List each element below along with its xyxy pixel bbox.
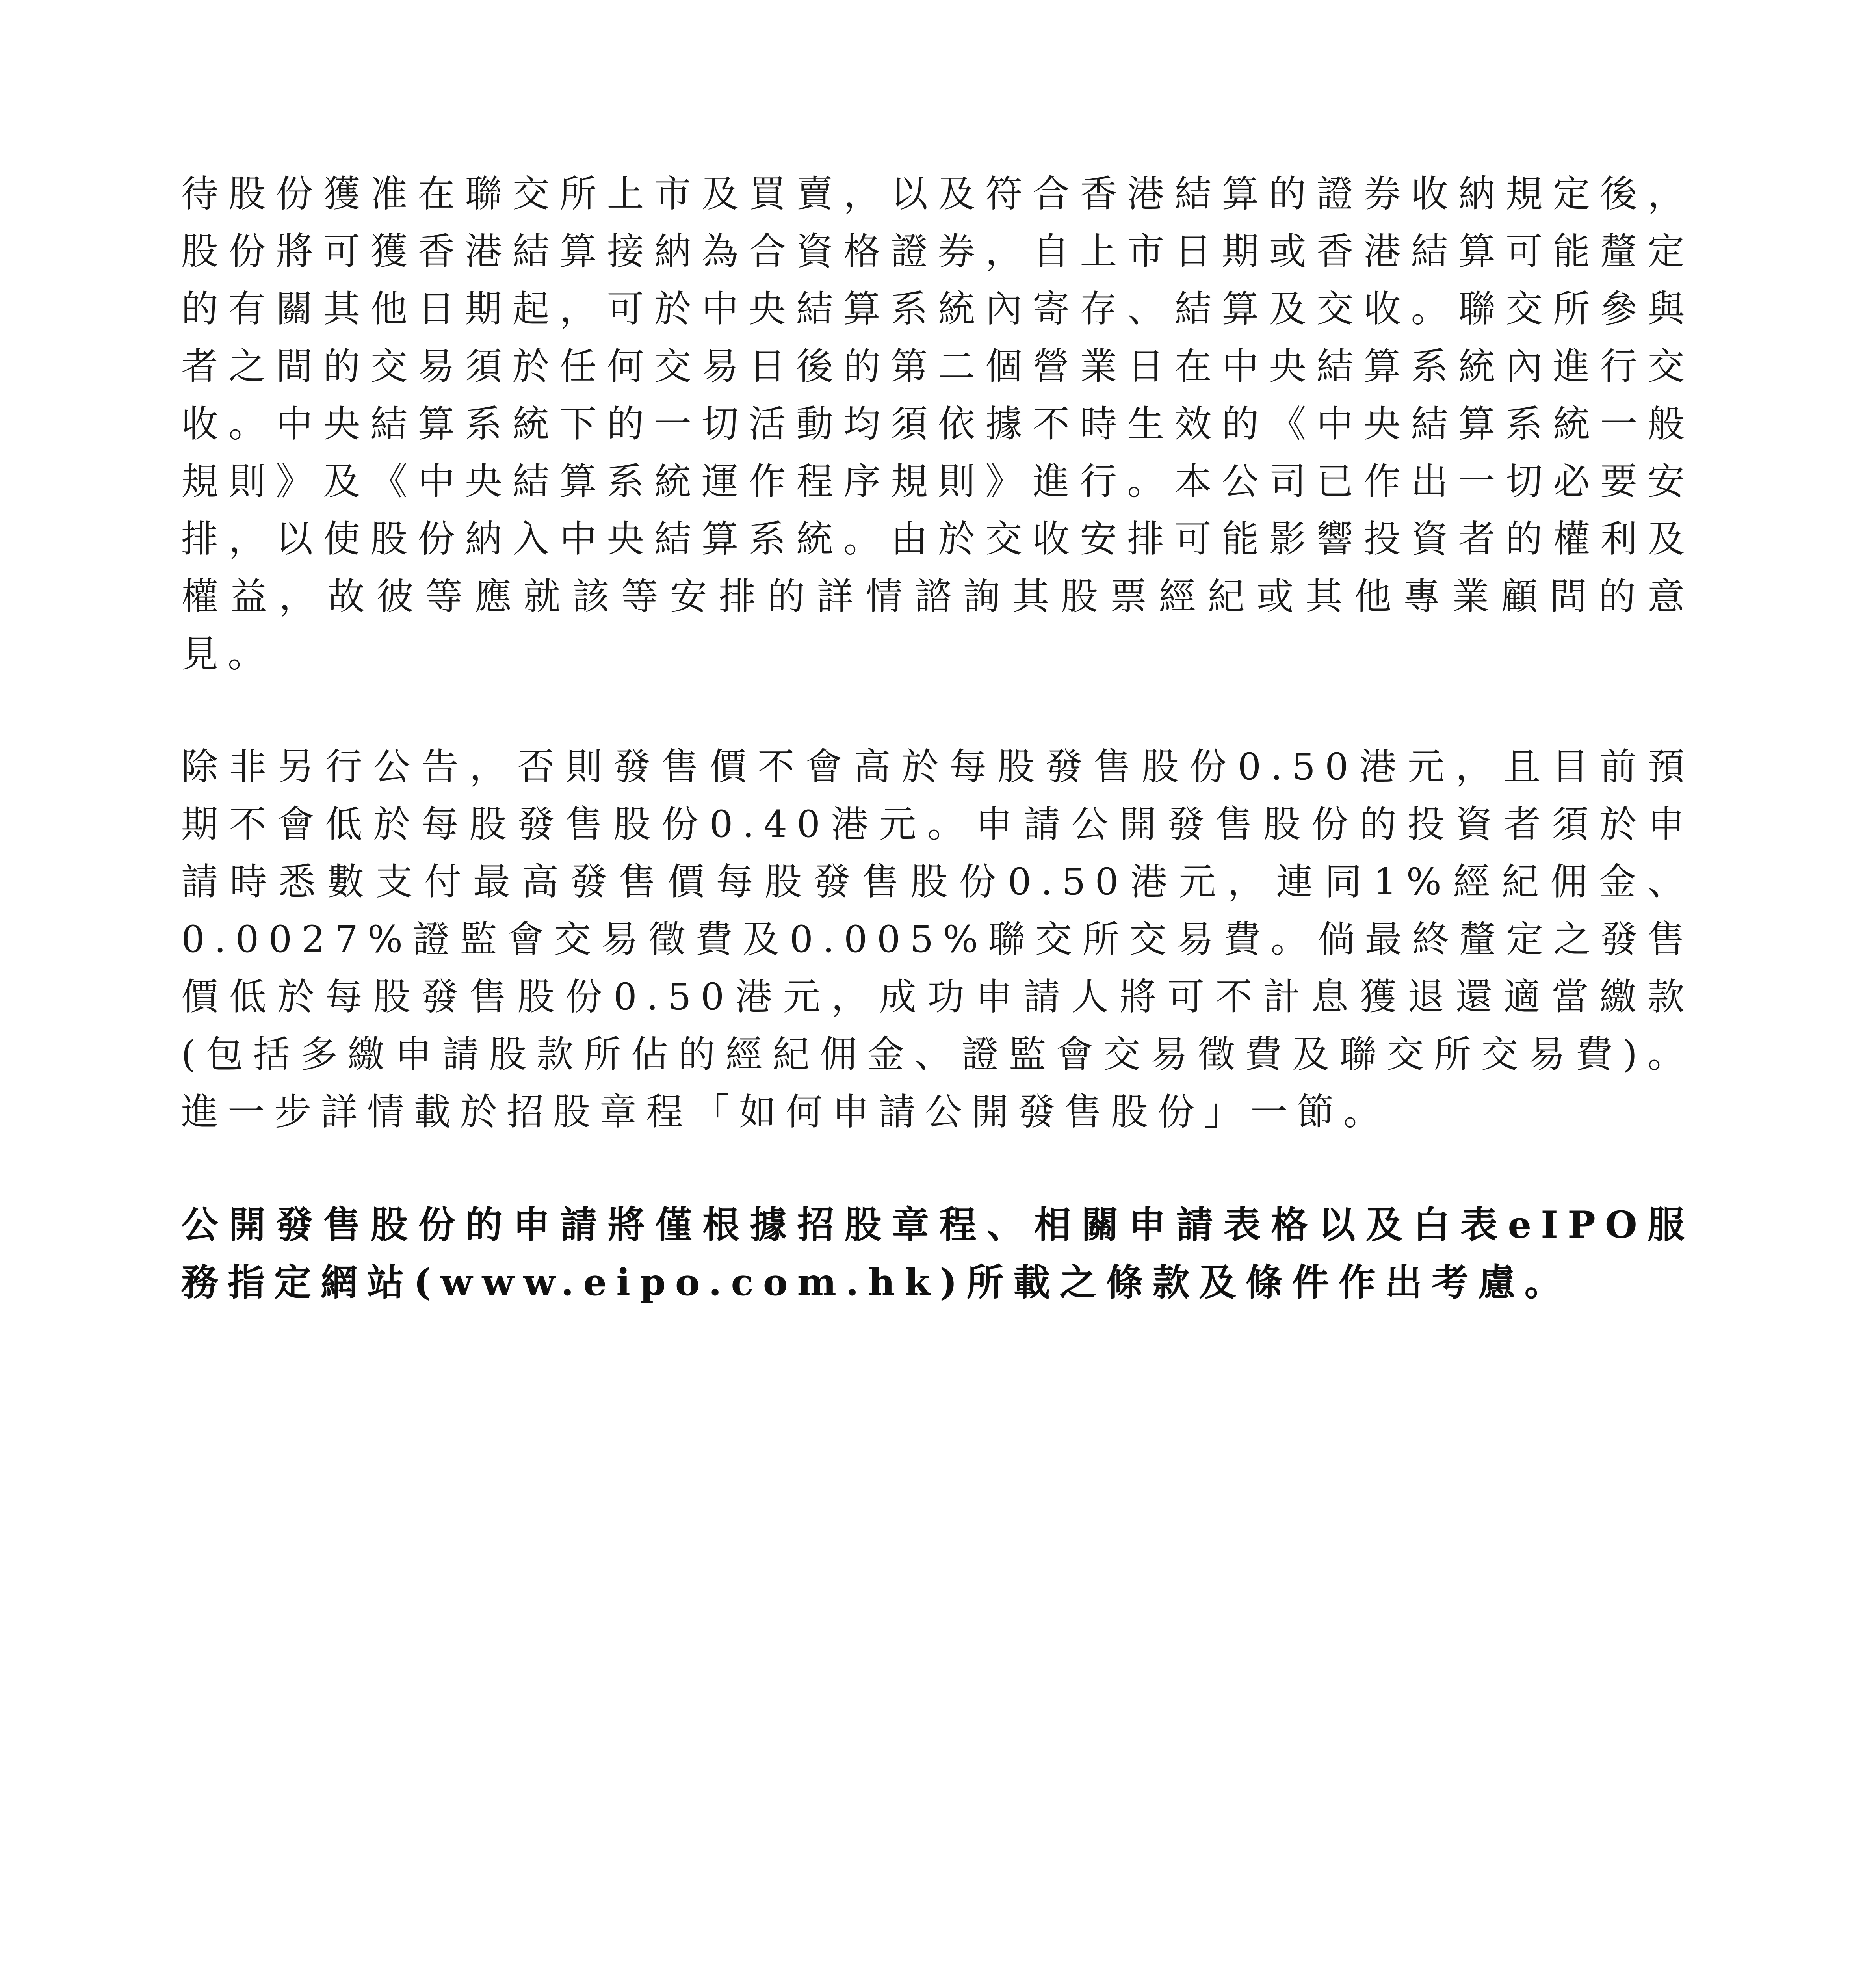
document-body (181, 165, 1694, 1311)
paragraph-settlement-arrangements: 待股份獲准在聯交所上市及買賣，以及符合香港結算的證券收納規定後，股份將可獲香港結算接納為合資格證券，自上市日期或香港結算可能釐定的有關其他日期起，可於中央結算系統內寄存、結算及交收。聯交所參與者之間的交易須於任何交易日後的第二個營業日在中央結算系統內進行交收。中央結算系統下的一切活動均須依據不時生效的《中央結算系統一般規則》及《中央結算系統運作程序規則》進行。本公司已作出一切必要安排，以使股份納入中央結算系統。由於交收安排可能影響投資者的權利及權益，故彼等應就該等安排的詳情諮詢其股票經紀或其他專業顧問的意見。 (181, 173, 1694, 676)
paragraph-application-terms: 公開發售股份的申請將僅根據招股章程、相關申請表格以及白表eIPO服務指定網站(www.eipo.com.hk)所載之條款及條件作出考慮。 (181, 1203, 1694, 1304)
paragraph-offer-price: 除非另行公告，否則發售價不會高於每股發售股份0.50港元，且目前預期不會低於每股發售股份0.40港元。申請公開發售股份的投資者須於申請時悉數支付最高發售價每股發售股份0.50港元，連同1%經紀佣金、0.0027%證監會交易徵費及0.005%聯交所交易費。倘最終釐定之發售價低於每股發售股份0.50港元，成功申請人將可不計息獲退還適當繳款(包括多繳申請股款所佔的經紀佣金、證監會交易徵費及聯交所交易費)。進一步詳情載於招股章程「如何申請公開發售股份」一節。 (181, 745, 1694, 1134)
